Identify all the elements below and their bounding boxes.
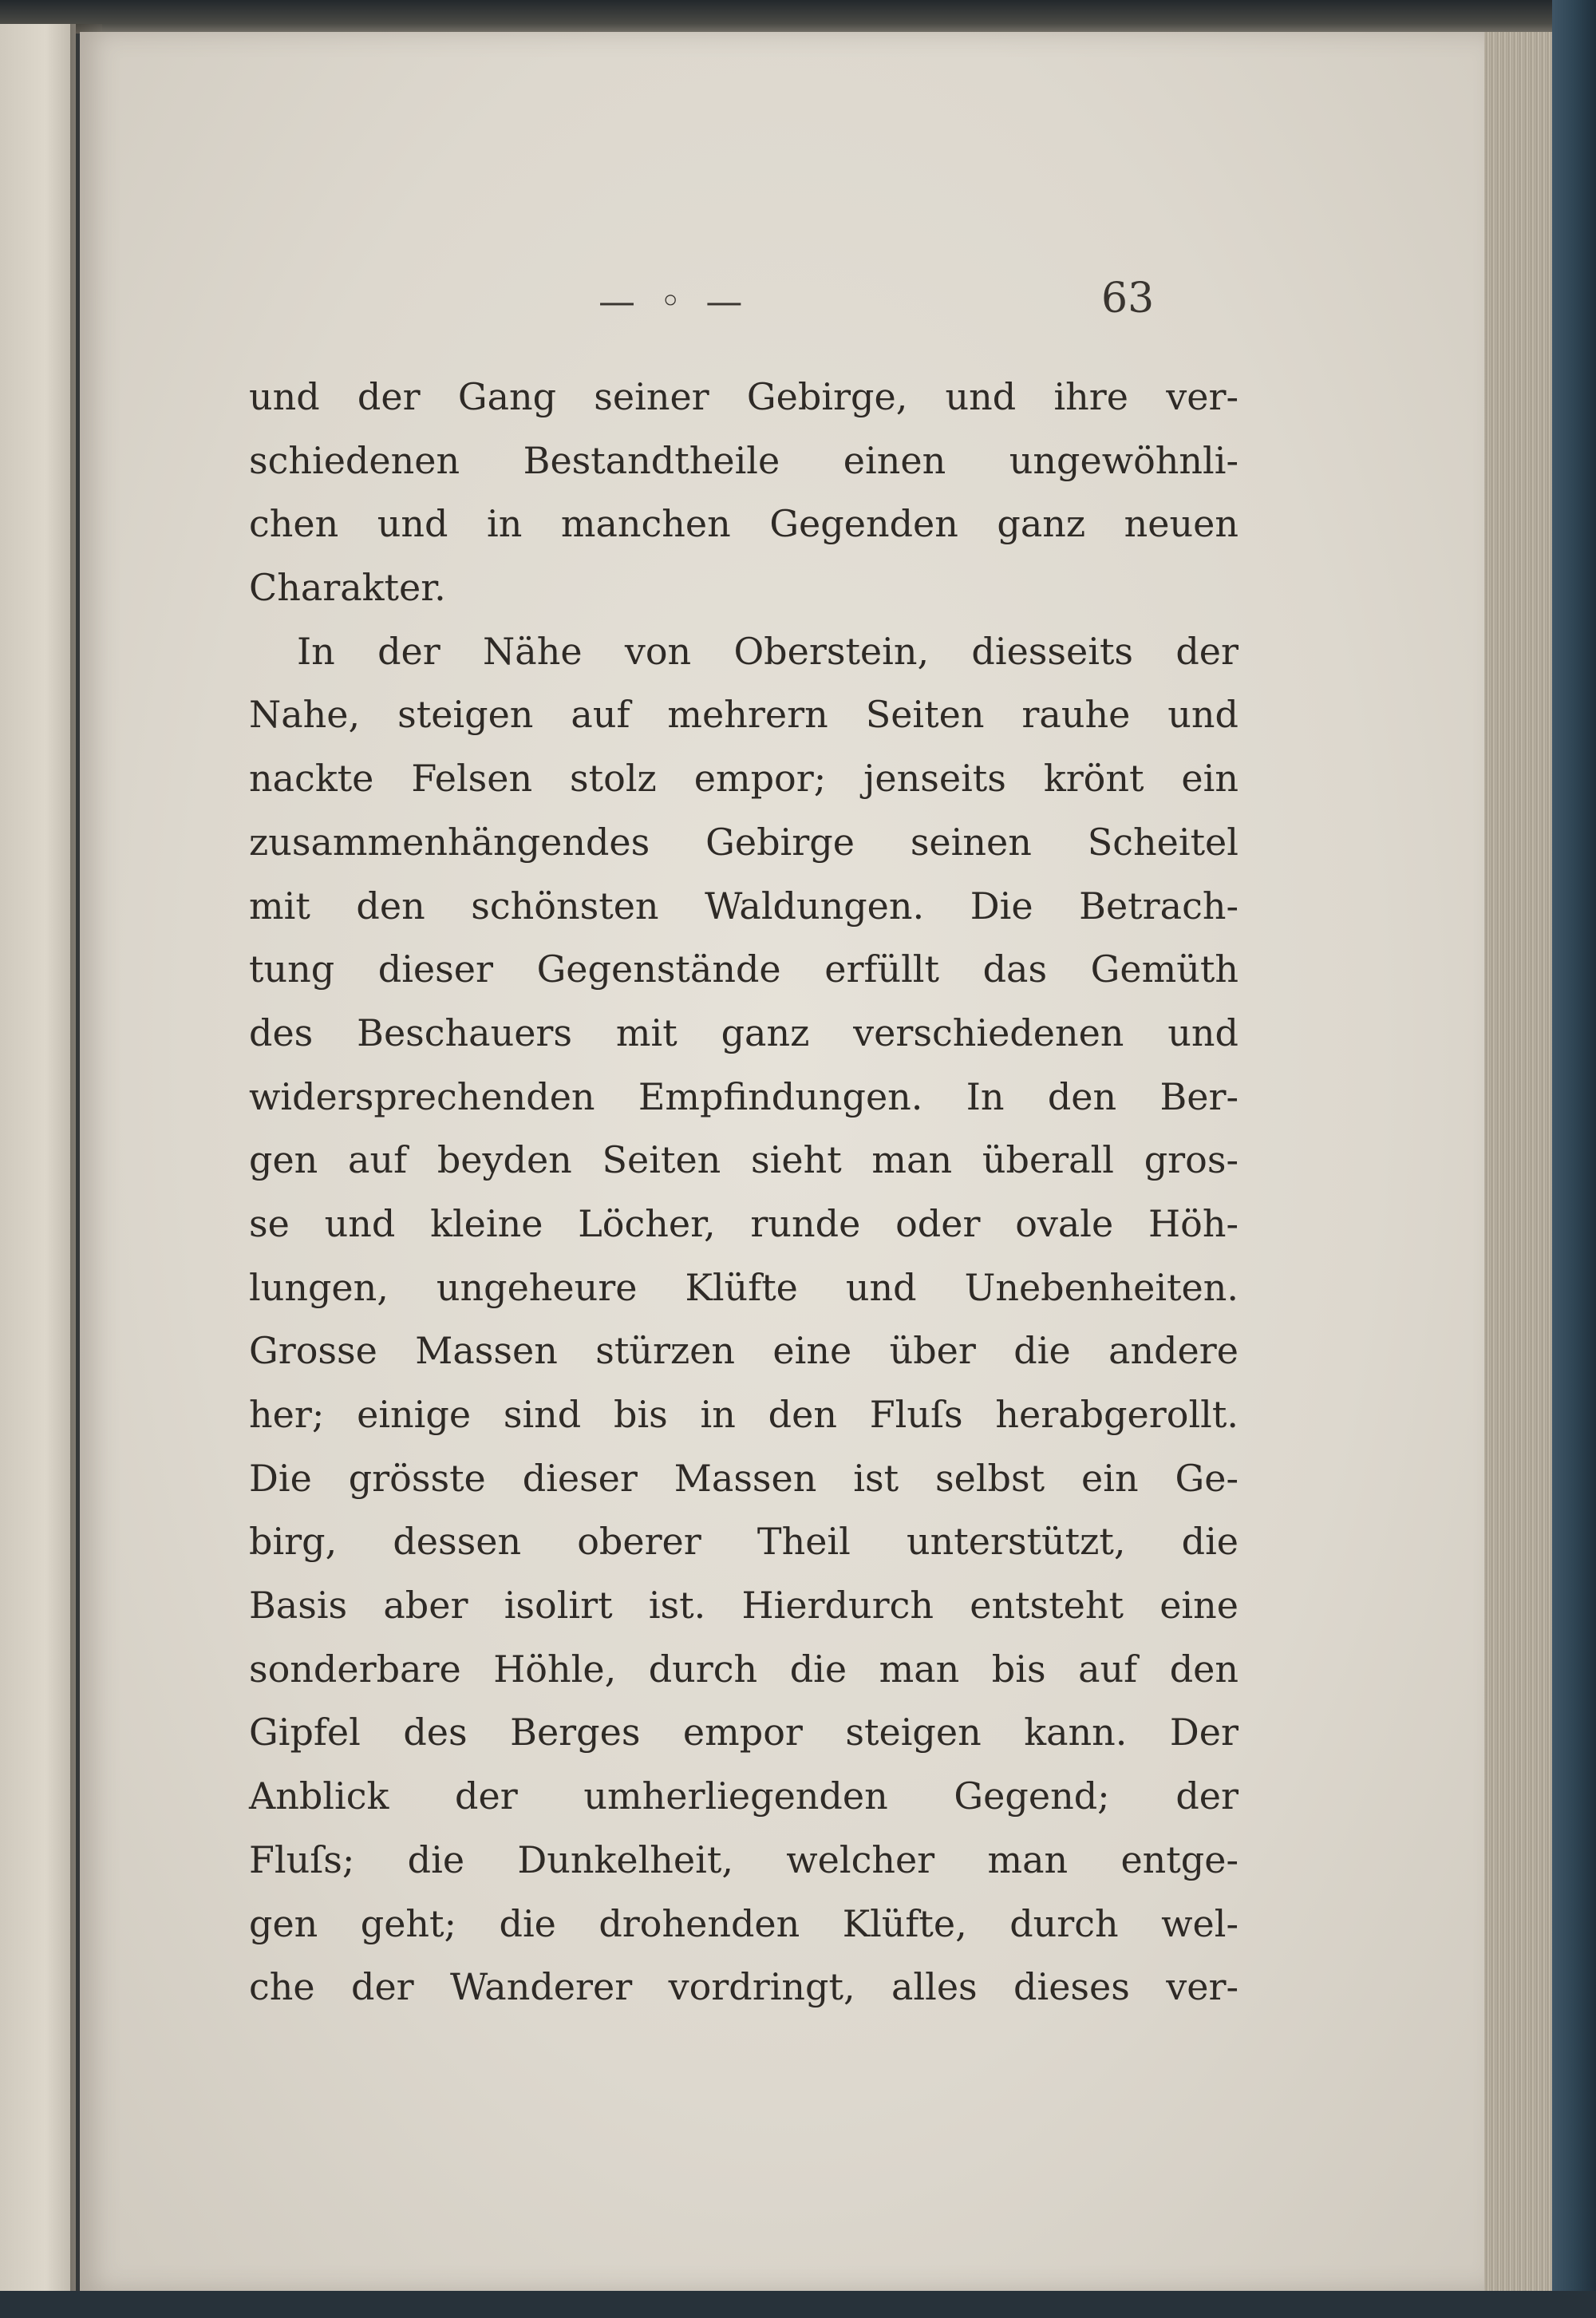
book-page — [80, 32, 1484, 2291]
text-line: Basis aber isolirt ist. Hierdurch entsteht eine — [249, 1584, 1238, 1628]
text-line: her; einige sind bis in den Fluſs herabgerollt. — [249, 1393, 1238, 1436]
text-line: Anblick der umherliegenden Gegend; der — [249, 1774, 1238, 1818]
book-top-edge — [0, 0, 1596, 34]
text-line: widersprechenden Empfindungen. In den Ber- — [249, 1074, 1238, 1118]
header-ornament: — ◦ — — [598, 279, 749, 322]
text-line: Gipfel des Berges empor steigen kann. Der — [249, 1711, 1238, 1754]
text-line: tung dieser Gegenstände erfüllt das Gemüth — [249, 947, 1238, 991]
text-line: Die grösste dieser Massen ist selbst ein Ge- — [249, 1456, 1238, 1500]
text-line: und der Gang seiner Gebirge, und ihre ver- — [249, 375, 1238, 418]
book-cover-edge — [1552, 0, 1596, 2318]
text-line: birg, dessen oberer Theil unterstützt, die — [249, 1520, 1238, 1564]
text-line: des Beschauers mit ganz verschiedenen und — [249, 1011, 1238, 1054]
body-text — [249, 366, 1238, 2019]
text-line: sonderbare Höhle, durch die man bis auf den — [249, 1647, 1238, 1691]
text-line: Fluſs; die Dunkelheit, welcher man entge- — [249, 1837, 1238, 1881]
text-line: che der Wanderer vordringt, alles dieses ver- — [249, 1965, 1238, 2009]
page-number: 63 — [1101, 275, 1155, 322]
text-line: se und kleine Löcher, runde oder ovale Höh- — [249, 1201, 1238, 1245]
text-line: chen und in manchen Gegenden ganz neuen — [249, 502, 1238, 546]
book-bottom-edge — [0, 2291, 1596, 2318]
text-line: gen auf beyden Seiten sieht man überall gros- — [249, 1138, 1238, 1182]
text-line: gen geht; die drohenden Klüfte, durch wel- — [249, 1901, 1238, 1945]
text-line: mit den schönsten Waldungen. Die Betrach- — [249, 884, 1238, 928]
text-line: schiedenen Bestandtheile einen ungewöhnli- — [249, 438, 1238, 482]
text-line: lungen, ungeheure Klüfte und Unebenheiten. — [249, 1265, 1238, 1309]
text-line: zusammenhängendes Gebirge seinen Scheitel — [249, 820, 1238, 864]
text-line: Charakter. — [249, 566, 446, 610]
text-line: In der Nähe von Oberstein, diesseits der — [297, 629, 1238, 673]
text-line: Grosse Massen stürzen eine über die andere — [249, 1329, 1238, 1373]
page-stack-edge — [1484, 32, 1552, 2291]
text-line: Nahe, steigen auf mehrern Seiten rauhe und — [249, 693, 1238, 737]
facing-page-edge — [0, 24, 76, 2307]
text-line: nackte Felsen stolz empor; jenseits krönt ein — [249, 757, 1238, 801]
running-header — [80, 271, 1484, 335]
